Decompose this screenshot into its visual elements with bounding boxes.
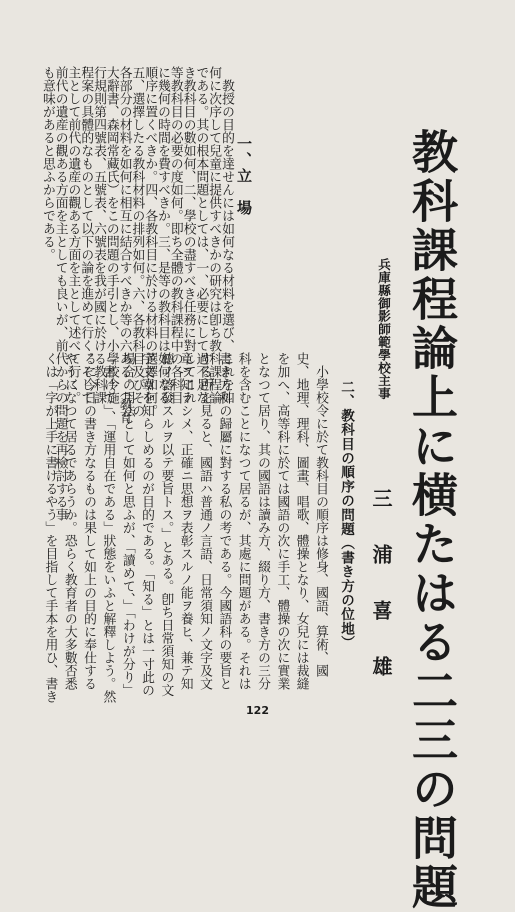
article-title: 教科課程論上に横たはる二三の問題	[405, 128, 459, 912]
body-line: する所を見ると、國語ハ普通ノ言語、日常須知ノ文字及文	[197, 352, 213, 690]
body-line: 史、地理、理科、圖畫、唱歌、體操となり、女兒には裁縫	[293, 352, 309, 690]
body-line: 五、選擇したる教科材料の排列如何。六、各教科目及びその	[129, 66, 145, 417]
body-line: である。其の根本問題としては、一、必要にして過不足な	[193, 66, 209, 404]
body-line: くは「字が上手に書けるやう」を目指して手本を用ひ、書き	[42, 352, 58, 703]
page-number: 122	[246, 704, 269, 717]
body-line: やうになつて居るであらうか。恐らく教育者の大多數否悉	[61, 352, 77, 690]
body-line: 科を含むことになつて居るが、其處に問題がある。それは	[235, 352, 251, 690]
body-line: 何に次序して兒童に提供すべきかの研究は卽ち教科課程論	[206, 66, 222, 404]
body-line: に幾何の時間を費すべきか。三、是等の教科目は如何なる	[155, 66, 171, 404]
body-line: 順序に置くべきか。四、各教科目に於ける材料の選擇如何。	[142, 66, 158, 417]
body-line: 德ノ啓發スルヲ以テ要旨トス。」とある。卽ち日常須知の文	[158, 352, 174, 697]
body-line: き教科目の數如何、二、學校の盡すべき任務に對してこれ	[180, 66, 196, 404]
body-line: 字文章を知らしめるのが目的である。「知る」とは一寸此の	[139, 352, 155, 697]
body-line: 場合の用法として如何と思ふが、「讀めて、」「わけが分り」	[119, 352, 135, 697]
author-affiliation: 兵庫縣御影師範學校主事	[376, 258, 391, 400]
body-line: 章ヲ知ラシメ、正確ニ思想ヲ表彰スルノ能ヲ養ヒ、兼テ知	[177, 352, 193, 690]
body-line: 主として前代の遺産の觀ある方面を主として述べて行く。	[65, 66, 81, 404]
section-2-heading: 二、教科目の順序の問題（書き方の位地）	[338, 380, 354, 650]
body-line: を加へ、高等科に於ては國語の次に手工、體操の次に實業	[274, 352, 290, 690]
author-name: 三浦喜雄	[369, 488, 393, 712]
body-line: 行規則第四號表、五號表、六號表を我が國に於ける教科課	[91, 66, 107, 404]
body-line: となつて居り、其の國語は讀み方、綴り方、書き方の三分	[255, 352, 271, 690]
body-line: 「書けて」、「運用自在である」狀態をいふと解釋しよう。然	[100, 352, 116, 704]
body-line: も意味があると思ふからである。	[39, 66, 55, 261]
section-1-heading: 一、立 場	[235, 136, 253, 216]
body-line: 小學校令に於て教科目の順序は修身、國語、算術、國	[313, 352, 328, 677]
body-line: 各部分の材料を如何に相互に結合すべきか等の六ある。（敎育	[116, 66, 132, 424]
body-line: るに今日の書き方なるものは果して如上の目的に奉仕する	[81, 352, 97, 690]
body-line: 教授の目的を達せんには如何なる材料を選び、これを如	[219, 66, 234, 404]
body-line: 大辭書、森岡常藏氏）をこの問題の手引とし、小學校令施	[103, 66, 119, 404]
body-line: 前代の遺産の觀ある方面を主としても良いが、前代からの問題を再檢討する事	[52, 66, 68, 521]
body-line: 程案の具體的なものとして以下の論を進めて行く。そして	[78, 66, 94, 404]
section-2-body	[40, 352, 330, 704]
body-line: 書き方科の歸屬に對する私の考である。今國語科の要旨と	[216, 352, 232, 690]
body-line: 等教科目の必要の度如何。即ち全體の教科課程中の各科目	[167, 66, 183, 404]
